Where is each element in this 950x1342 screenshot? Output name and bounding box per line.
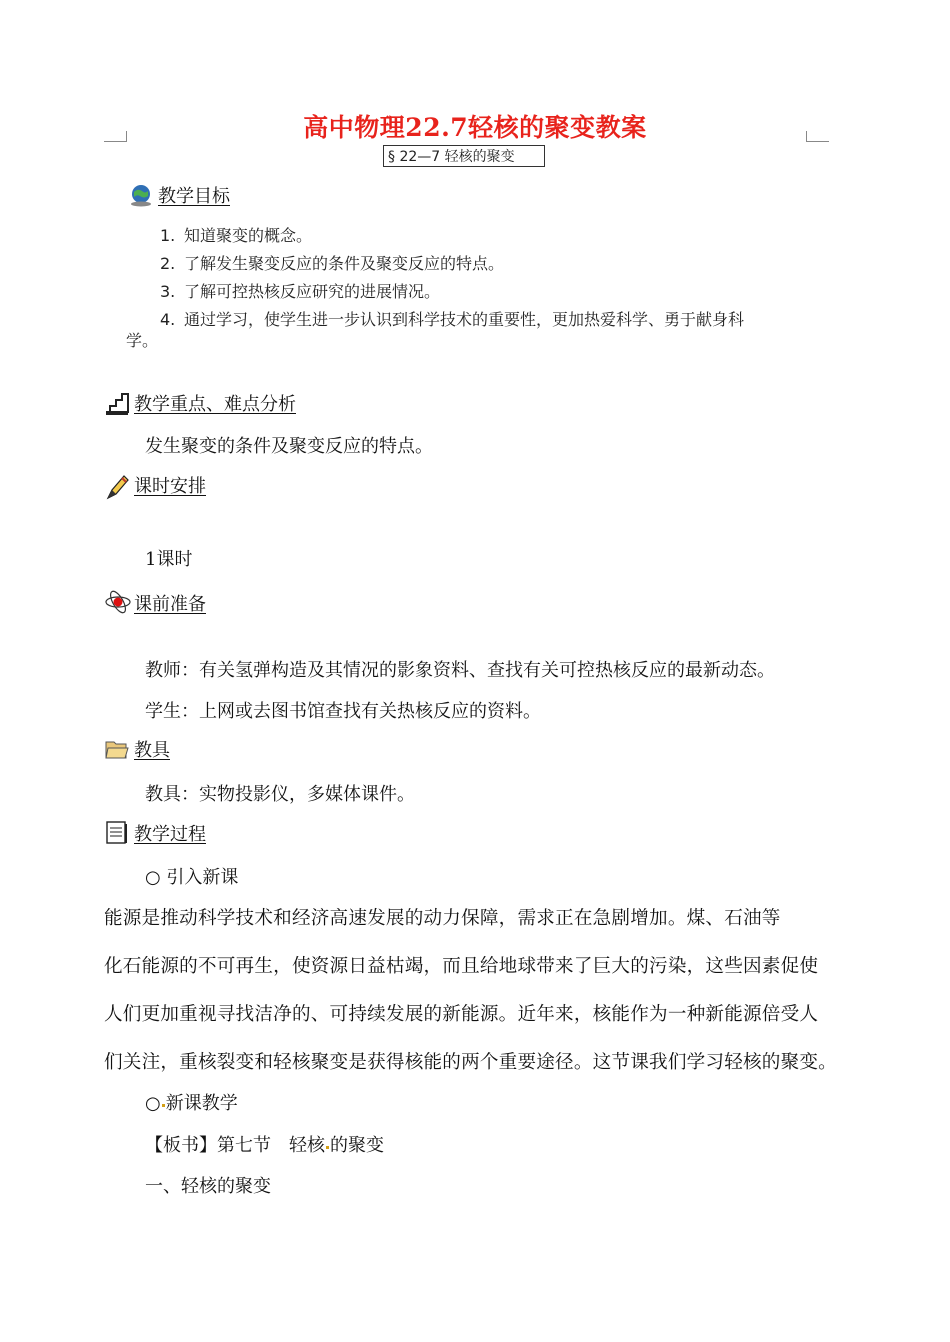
folder-icon — [104, 736, 130, 762]
tools-text: 教具：实物投影仪，多媒体课件。 — [145, 784, 415, 805]
heading-process-label: 教学过程 — [134, 824, 206, 845]
notepad-icon — [104, 820, 130, 846]
document-title: 高中物理22.7轻核的聚变教案 — [303, 113, 647, 142]
board-title: 【板书】第七节 轻核 的聚变 — [145, 1135, 384, 1156]
heading-prep-label: 课前准备 — [134, 594, 206, 615]
marker-dot — [162, 1104, 165, 1107]
marker-dot — [326, 1146, 329, 1149]
heading-tools-label: 教具 — [134, 740, 170, 761]
list-item: 1. 知道聚变的概念。 — [160, 226, 313, 245]
paragraph-line: 们关注，重核裂变和轻核聚变是获得核能的两个重要途径。这节课我们学习轻核的聚变。 — [104, 1052, 837, 1073]
paragraph-line: 人们更加重视寻找洁净的、可持续发展的新能源。近年来，核能作为一种新能源倍受人 — [104, 1004, 819, 1025]
heading-goals-label: 教学目标 — [158, 186, 230, 207]
prep-teacher-text: 教师：有关氢弹构造及其情况的影象资料、查找有关可控热核反应的最新动态。 — [145, 660, 775, 681]
heading-prep — [104, 590, 206, 616]
heading-goals — [128, 182, 230, 208]
heading-key-points — [104, 390, 296, 416]
list-item: 4. 通过学习，使学生进一步认识到科学技术的重要性，更加热爱科学、勇于献身科 — [160, 310, 745, 329]
section-subtitle-box: § 22—7 轻核的聚变 — [383, 145, 545, 167]
list-item: 3. 了解可控热核反应研究的进展情况。 — [160, 282, 441, 301]
heading-schedule — [104, 472, 206, 498]
pencil-icon — [104, 472, 130, 498]
list-item: 2. 了解发生聚变反应的条件及聚变反应的特点。 — [160, 254, 505, 273]
globe-icon — [128, 182, 154, 208]
schedule-text: 1课时 — [145, 549, 193, 570]
atom-icon — [104, 590, 130, 616]
heading-key-points-label: 教学重点、难点分析 — [134, 394, 296, 415]
stairs-chart-icon — [104, 390, 130, 416]
paragraph-line: 能源是推动科学技术和经济高速发展的动力保障，需求正在急剧增加。煤、石油等 — [104, 908, 781, 929]
subsection-title: 一、轻核的聚变 — [145, 1176, 271, 1197]
goals-continuation: 学。 — [126, 331, 159, 350]
heading-tools — [104, 736, 170, 762]
heading-schedule-label: 课时安排 — [134, 476, 206, 497]
goals-list — [160, 222, 744, 334]
new-lesson-label: ○ 新课教学 — [145, 1093, 238, 1114]
heading-process — [104, 820, 206, 846]
intro-label: ○ 引入新课 — [145, 867, 239, 888]
paragraph-line: 化石能源的不可再生，使资源日益枯竭，而且给地球带来了巨大的污染，这些因素促使 — [104, 956, 819, 977]
key-points-text: 发生聚变的条件及聚变反应的特点。 — [145, 436, 433, 457]
prep-student-text: 学生：上网或去图书馆查找有关热核反应的资料。 — [145, 701, 541, 722]
